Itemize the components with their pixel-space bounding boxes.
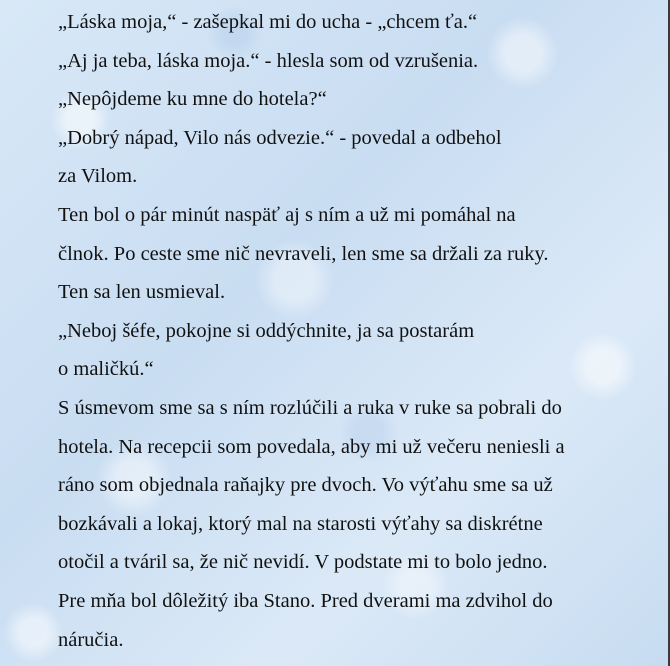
text-line-5: za Vilom. (58, 165, 138, 188)
text-line-6: Ten bol o pár minút naspäť aj s ním a už mi pomáhal na (58, 203, 516, 226)
text-line-2: „Aj ja teba, láska moja.“ - hlesla som od vzrušenia. (58, 49, 479, 72)
document-body (58, 3, 648, 659)
text-line-13: ráno som objednala raňajky pre dvoch. Vo výťahu sme sa už (58, 474, 553, 497)
text-line-8: Ten sa len usmieval. (58, 281, 226, 304)
text-line-15: otočil a tváril sa, že nič nevidí. V podstate mi to bolo jedno. (58, 551, 548, 574)
text-line-3: „Nepôjdeme ku mne do hotela?“ (58, 88, 327, 111)
text-line-11: S úsmevom sme sa s ním rozlúčili a ruka v ruke sa pobrali do (58, 396, 562, 419)
text-line-4: „Dobrý nápad, Vilo nás odvezie.“ - povedal a odbehol (58, 126, 502, 149)
text-line-9: „Neboj šéfe, pokojne si oddýchnite, ja sa postarám (58, 319, 475, 342)
text-line-10: o maličkú.“ (58, 358, 154, 381)
text-line-14: bozkávali a lokaj, ktorý mal na starosti výťahy sa diskrétne (58, 512, 543, 535)
text-line-16: Pre mňa bol dôležitý iba Stano. Pred dverami ma zdvihol do (58, 589, 553, 612)
text-line-7: člnok. Po ceste sme nič nevraveli, len sme sa držali za ruky. (58, 242, 549, 265)
text-line-12: hotela. Na recepcii som povedala, aby mi už večeru neniesli a (58, 435, 565, 458)
text-line-1: „Láska moja,“ - zašepkal mi do ucha - „chcem ťa.“ (58, 11, 478, 33)
text-line-17: náručia. (58, 628, 124, 651)
